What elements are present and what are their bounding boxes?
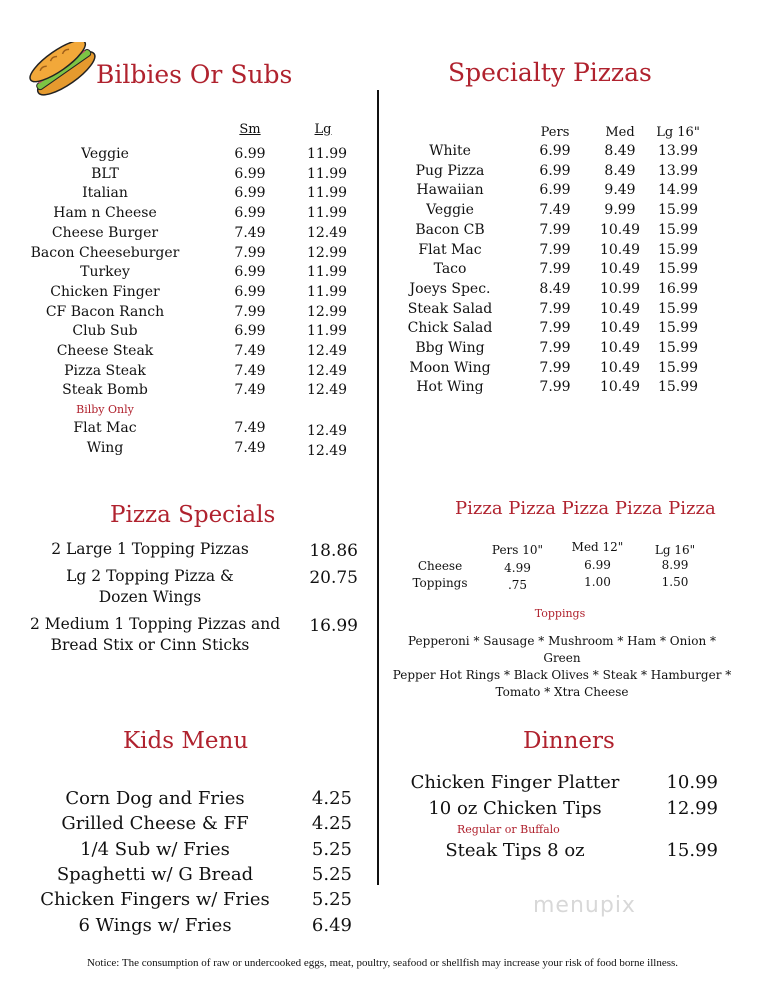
pizza-price-pers: 7.99 — [539, 359, 571, 376]
dinner-name: Steak Tips 8 oz — [445, 840, 585, 861]
dinner-name: Chicken Finger Platter — [410, 772, 620, 793]
specialty-col-lg: Lg 16" — [656, 125, 700, 140]
pp-price: 1.00 — [584, 575, 611, 589]
pizza-price-lg: 15.99 — [657, 320, 699, 337]
special-name-line: 2 Medium 1 Topping Pizzas and — [30, 615, 281, 633]
pizza-price-lg: 13.99 — [657, 143, 699, 159]
pizza-price-pers: 7.99 — [539, 261, 571, 278]
specialty-pizzas-title: Specialty Pizzas — [448, 58, 652, 87]
sub-name: Italian — [82, 185, 128, 202]
special-name-line: Dozen Wings — [98, 588, 202, 606]
subs-col-lg: Lg — [314, 122, 332, 137]
pizza-name: Chick Salad — [407, 320, 493, 337]
sub-price-sm: 6.99 — [234, 146, 266, 162]
pizza-price-med: 8.49 — [604, 162, 636, 179]
pizza-name: Steak Salad — [407, 300, 493, 317]
pp-price: 1.50 — [661, 575, 689, 589]
pizza-price-med: 9.99 — [604, 202, 636, 219]
sub-price-lg: 12.99 — [306, 303, 348, 320]
pizza-name: Hot Wing — [416, 379, 484, 396]
sub-name: Cheese Steak — [56, 343, 154, 359]
sub-price-sm: 7.49 — [234, 362, 266, 379]
sub-price-lg: 11.99 — [306, 283, 348, 300]
pizza-name: Joeys Spec. — [409, 280, 491, 297]
sub-price-sm: 6.99 — [234, 264, 266, 281]
sub-price-lg: 12.49 — [306, 224, 348, 241]
pizza-price-lg: 15.99 — [657, 379, 699, 396]
pp-price: 8.99 — [661, 558, 689, 572]
pizza-price-pers: 6.99 — [539, 182, 571, 199]
pizza-price-med: 10.49 — [599, 300, 641, 317]
pizza-name: Veggie — [426, 202, 474, 219]
sub-price-lg: 12.99 — [306, 244, 348, 261]
kids-item-name: Grilled Cheese & FF — [61, 813, 249, 835]
toppings-label: Toppings — [534, 607, 586, 620]
pizza-specials-title: Pizza Specials — [110, 502, 276, 528]
dinner-price: 12.99 — [666, 798, 718, 819]
sub-price-lg: 12.49 — [306, 423, 348, 439]
kids-item-name: Chicken Fingers w/ Fries — [40, 889, 270, 911]
sub-price-sm: 7.49 — [234, 343, 266, 359]
pp-price: .75 — [507, 578, 528, 592]
pp-row-name: Cheese — [417, 559, 463, 573]
sub-price-sm: 7.49 — [234, 440, 266, 456]
sub-name: Veggie — [81, 146, 129, 162]
subs-title: Bilbies Or Subs — [96, 60, 293, 89]
pizza-price-med: 10.49 — [599, 320, 641, 337]
kids-item-name: 1/4 Sub w/ Fries — [80, 838, 230, 860]
pizza-pizza-title: Pizza Pizza Pizza Pizza Pizza — [455, 498, 716, 519]
pizza-price-pers: 7.49 — [539, 202, 571, 219]
sub-name: Chicken Finger — [50, 283, 160, 300]
pizza-price-pers: 7.99 — [539, 340, 571, 356]
dinner-name: 10 oz Chicken Tips — [428, 798, 602, 819]
pp-row-name: Toppings — [412, 576, 468, 590]
column-divider — [377, 90, 379, 885]
kids-menu-title: Kids Menu — [123, 728, 249, 754]
pizza-price-lg: 14.99 — [657, 182, 699, 199]
pizza-price-med: 9.49 — [604, 182, 636, 199]
pizza-price-med: 10.49 — [599, 261, 641, 278]
sub-price-lg: 11.99 — [306, 185, 348, 202]
pp-col-pers: Pers 10" — [491, 543, 544, 557]
sub-price-sm: 6.99 — [234, 323, 266, 340]
special-price: 20.75 — [309, 568, 358, 588]
pizza-price-lg: 15.99 — [657, 202, 699, 219]
pizza-name: Hawaiian — [416, 182, 484, 199]
special-name-line: 2 Large 1 Topping Pizzas — [51, 540, 249, 558]
watermark: menupix — [533, 893, 636, 918]
pizza-name: Pug Pizza — [415, 162, 485, 179]
sub-price-sm: 6.99 — [234, 283, 266, 300]
pp-price: 6.99 — [584, 558, 611, 572]
pizza-price-lg: 15.99 — [657, 300, 699, 317]
kids-item-name: 6 Wings w/ Fries — [78, 914, 232, 936]
sub-name: Turkey — [80, 264, 130, 281]
pizza-price-med: 10.49 — [599, 379, 641, 396]
sub-price-lg: 11.99 — [306, 146, 348, 162]
pizza-name: Bacon CB — [415, 221, 485, 238]
pizza-name: Bbg Wing — [415, 340, 485, 356]
food-safety-notice: Notice: The consumption of raw or undercooked eggs, meat, poultry, seafood or shellfish may increase your risk of food borne illness. — [86, 957, 679, 969]
sub-name: CF Bacon Ranch — [45, 303, 165, 320]
special-name-line: Bread Stix or Cinn Sticks — [50, 636, 250, 654]
pizza-name: Taco — [433, 261, 467, 278]
pizza-price-med: 8.49 — [604, 143, 636, 159]
sub-price-sm: 7.99 — [234, 303, 266, 320]
pizza-name: White — [429, 143, 471, 159]
kids-item-name: Corn Dog and Fries — [65, 788, 245, 809]
sub-name: BLT — [91, 165, 119, 182]
sub-price-sm: 7.99 — [234, 244, 266, 261]
sub-price-sm: 6.99 — [234, 185, 266, 202]
sub-price-lg: 12.49 — [306, 382, 348, 399]
sub-price-lg: 11.99 — [306, 165, 348, 182]
dinner-price: 15.99 — [666, 840, 718, 861]
bilby-only-label: Bilby Only — [76, 403, 134, 416]
pizza-price-pers: 8.49 — [539, 280, 571, 297]
pizza-price-pers: 7.99 — [539, 320, 571, 337]
sub-price-sm: 7.49 — [234, 420, 266, 436]
toppings-line: Pepper Hot Rings * Black Olives * Steak * Hamburger * — [392, 668, 732, 682]
sub-price-lg: 12.49 — [306, 343, 348, 359]
specialty-col-med: Med — [605, 125, 635, 140]
pizza-price-pers: 6.99 — [539, 143, 571, 159]
sandwich-icon — [28, 42, 100, 98]
toppings-list — [392, 633, 732, 701]
sub-name: Steak Bomb — [62, 382, 148, 399]
pizza-price-lg: 15.99 — [657, 221, 699, 238]
specialty-col-pers: Pers — [540, 125, 570, 140]
kids-item-price: 4.25 — [311, 813, 352, 835]
pizza-price-lg: 13.99 — [657, 162, 699, 179]
sub-price-lg: 11.99 — [306, 323, 348, 340]
kids-item-price: 5.25 — [311, 863, 352, 885]
sub-name: Ham n Cheese — [53, 205, 157, 222]
pizza-price-med: 10.99 — [599, 280, 641, 297]
pizza-price-lg: 16.99 — [657, 280, 699, 297]
sub-price-lg: 12.49 — [306, 443, 348, 459]
sub-price-sm: 6.99 — [234, 205, 266, 222]
toppings-line: Pepperoni * Sausage * Mushroom * Ham * Onion * Green — [408, 634, 716, 665]
special-price: 16.99 — [309, 616, 358, 636]
pizza-price-pers: 7.99 — [539, 379, 571, 396]
kids-item-price: 5.25 — [311, 889, 352, 911]
pp-col-med: Med 12" — [571, 540, 624, 554]
pp-price: 4.99 — [504, 561, 531, 575]
pizza-price-med: 10.49 — [599, 241, 641, 258]
special-name-line: Lg 2 Topping Pizza & — [66, 567, 234, 585]
pp-col-lg: Lg 16" — [654, 543, 696, 557]
sub-name: Flat Mac — [73, 420, 137, 436]
kids-item-price: 4.25 — [311, 788, 352, 809]
pizza-price-med: 10.49 — [599, 340, 641, 356]
toppings-line: Tomato * Xtra Cheese — [495, 685, 629, 699]
kids-item-price: 6.49 — [311, 914, 352, 936]
sub-price-lg: 12.49 — [306, 362, 348, 379]
sub-name: Pizza Steak — [64, 362, 146, 379]
sub-name: Cheese Burger — [51, 224, 159, 241]
special-price: 18.86 — [309, 541, 358, 561]
pizza-price-pers: 7.99 — [539, 241, 571, 258]
pizza-price-lg: 15.99 — [657, 261, 699, 278]
sub-price-sm: 6.99 — [234, 165, 266, 182]
pizza-name: Flat Mac — [418, 241, 482, 258]
kids-item-name: Spaghetti w/ G Bread — [56, 863, 254, 885]
dinners-title: Dinners — [523, 728, 615, 754]
pizza-price-pers: 7.99 — [539, 221, 571, 238]
dinner-price: 10.99 — [666, 772, 718, 793]
subs-col-sm: Sm — [239, 122, 261, 137]
sub-price-sm: 7.49 — [234, 382, 266, 399]
sub-price-lg: 11.99 — [306, 205, 348, 222]
pizza-name: Moon Wing — [409, 359, 491, 376]
sub-name: Club Sub — [72, 323, 138, 340]
kids-item-price: 5.25 — [311, 838, 352, 860]
pizza-price-pers: 7.99 — [539, 300, 571, 317]
dinners-note: Regular or Buffalo — [457, 823, 560, 836]
sub-price-sm: 7.49 — [234, 224, 266, 241]
sub-name: Bacon Cheeseburger — [30, 244, 180, 261]
pizza-price-lg: 15.99 — [657, 241, 699, 258]
pizza-price-pers: 6.99 — [539, 162, 571, 179]
pizza-price-lg: 15.99 — [657, 359, 699, 376]
pizza-price-med: 10.49 — [599, 221, 641, 238]
sub-price-lg: 11.99 — [306, 264, 348, 281]
pizza-price-med: 10.49 — [599, 359, 641, 376]
pizza-price-lg: 15.99 — [657, 340, 699, 356]
sub-name: Wing — [86, 440, 124, 456]
